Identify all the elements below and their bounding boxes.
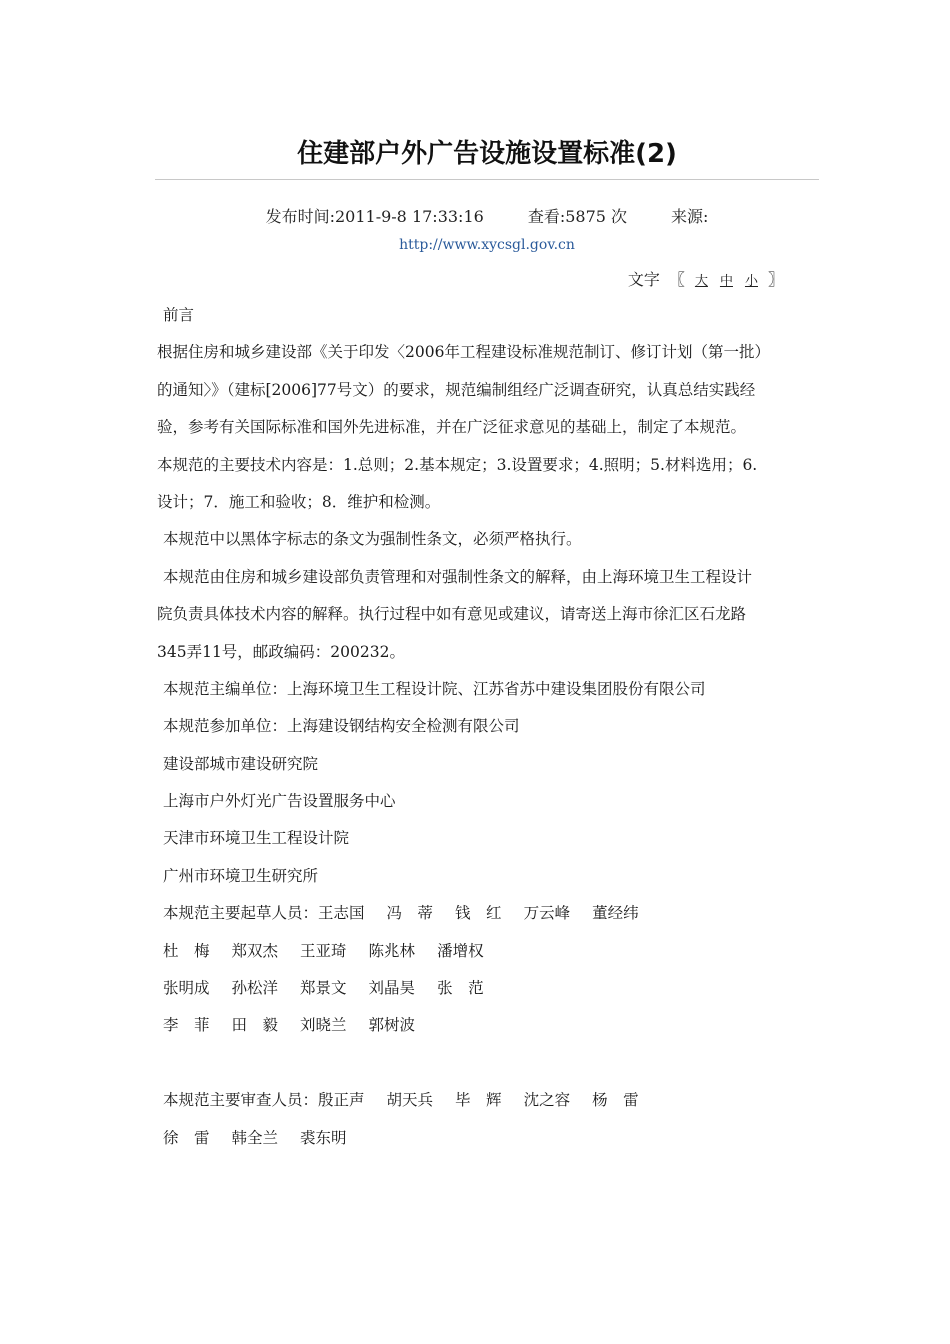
person-name: 郭树波: [368, 1016, 416, 1035]
person-name: 韩全兰: [231, 1128, 279, 1147]
article-body: [157, 297, 807, 1157]
article-meta: [155, 204, 819, 258]
person-name: 钱 红: [455, 904, 502, 923]
paragraph-line: 的通知〉》（建标[2006]77号文）的要求，规范编制组经广泛调查研究，认真总结实践经: [157, 380, 756, 399]
paragraph-line: 本规范主编单位：上海环境卫生工程设计院、江苏省苏中建设集团股份有限公司: [163, 679, 706, 698]
drafters-label: 本规范主要起草人员：: [163, 904, 319, 923]
person-name: 杜 梅: [163, 941, 210, 960]
paragraph-line: 本规范参加单位：上海建设钢结构安全检测有限公司: [163, 717, 520, 736]
font-size-medium-link[interactable]: 中: [719, 274, 733, 289]
paragraph-line: 广州市环境卫生研究所: [163, 866, 319, 885]
person-name: 刘晶昊: [368, 979, 416, 998]
person-name: 刘晓兰: [300, 1016, 347, 1035]
drafters-line: [157, 970, 807, 1007]
open-bracket: 〖: [668, 270, 685, 289]
person-name: 李 菲: [163, 1016, 210, 1035]
person-name: 张 范: [437, 979, 484, 998]
person-name: 殷正声: [318, 1091, 365, 1110]
person-name: 潘增权: [437, 941, 484, 960]
person-name: 沈之容: [523, 1091, 571, 1110]
person-name: 董经纬: [592, 904, 639, 923]
person-name: 裘东明: [300, 1128, 347, 1147]
paragraph-line: 设计；7．施工和验收；8．维护和检测。: [157, 492, 441, 511]
paragraph-line: 上海市户外灯光广告设置服务中心: [163, 792, 396, 811]
page-title: 住建部户外广告设施设置标准(2): [297, 139, 677, 169]
person-name: 徐 雷: [163, 1128, 210, 1147]
source-label: 来源:: [671, 207, 709, 226]
paragraph-line: 本规范由住房和城乡建设部负责管理和对强制性条文的解释，由上海环境卫生工程设计: [163, 567, 753, 586]
person-name: 陈兆林: [368, 941, 416, 960]
paragraph-line: 前言: [163, 306, 195, 324]
paragraph-line: 院负责具体技术内容的解释。执行过程中如有意见或建议，请寄送上海市徐汇区石龙路: [157, 605, 747, 624]
person-name: 冯 蒂: [386, 904, 434, 923]
person-name: 郑景文: [300, 979, 347, 998]
person-name: 王亚琦: [300, 941, 347, 960]
title-divider: [155, 179, 819, 180]
person-name: 毕 辉: [455, 1091, 502, 1110]
person-name: 万云峰: [523, 904, 571, 923]
close-bracket: 〗: [767, 270, 784, 289]
person-name: 杨 雷: [592, 1091, 639, 1110]
person-name: 田 毅: [231, 1016, 279, 1035]
paragraph-line: 验，参考有关国际标准和国外先进标准，并在广泛征求意见的基础上，制定了本规范。: [157, 418, 747, 437]
person-name: 胡天兵: [386, 1091, 434, 1110]
reviewers-line: [157, 1082, 807, 1119]
source-link[interactable]: http://www.xycsgl.gov.cn: [399, 237, 575, 253]
drafters-line: [157, 895, 807, 932]
person-name: 郑双杰: [231, 941, 279, 960]
person-name: 孙松洋: [231, 979, 279, 998]
paragraph-line: 天津市环境卫生工程设计院: [163, 829, 350, 848]
font-size-selector: [628, 266, 788, 296]
person-name: 张明成: [163, 979, 210, 998]
view-count: 查看:5875 次: [527, 207, 628, 226]
person-name: 王志国: [318, 904, 365, 923]
font-size-label: 文字: [627, 270, 660, 289]
reviewers-label: 本规范主要审查人员：: [163, 1091, 319, 1110]
publish-time: 发布时间:2011-9-8 17:33:16: [265, 207, 484, 226]
paragraph-line: 本规范的主要技术内容是：1.总则；2.基本规定；3.设置要求；4.照明；5.材料选用；6.: [157, 455, 758, 474]
paragraph-line: 根据住房和城乡建设部《关于印发〈2006年工程建设标准规范制订、修订计划（第一批）: [157, 343, 770, 362]
paragraph-line: 建设部城市建设研究院: [163, 754, 319, 773]
blank-line: [157, 1045, 807, 1082]
drafters-line: [157, 933, 807, 970]
font-size-large-link[interactable]: 大: [694, 274, 708, 289]
font-size-small-link[interactable]: 小: [744, 274, 758, 289]
paragraph-line: 本规范中以黑体字标志的条文为强制性条文，必须严格执行。: [163, 530, 582, 549]
drafters-line: [157, 1007, 807, 1044]
reviewers-line: [157, 1120, 807, 1157]
paragraph-line: 345弄11号，邮政编码：200232。: [157, 642, 405, 661]
